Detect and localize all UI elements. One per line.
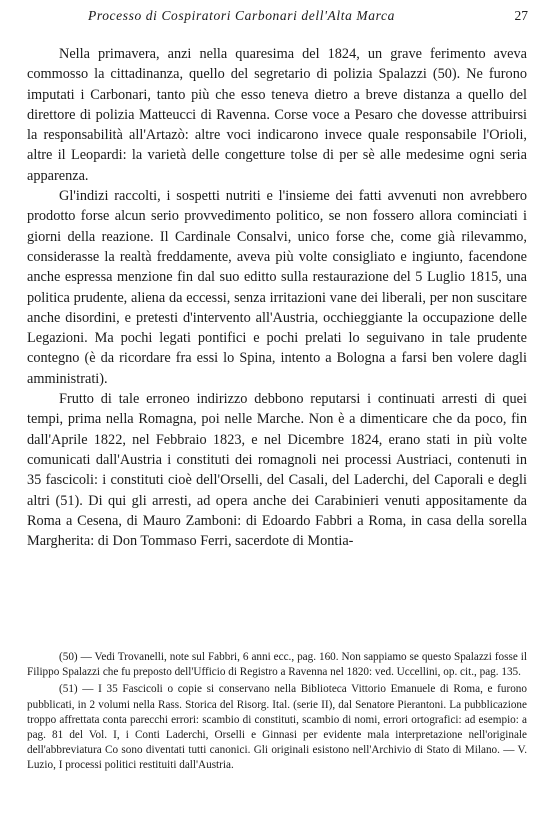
page-header [50,8,528,26]
body-paragraph: Nella primavera, anzi nella quaresima del 1824, un grave ferimento aveva commosso la cittadinanza, quello del segretario di polizia Spalazzi (50). Ne furono imputati i Carbonari, tanto più che esso teneva dietro a breve distanza a quello del direttore di polizia Matteucci di Ravenna. Corse voce a Pesaro che dovesse attribuirsi la responsabilità all'Artazò: altre voci indicarono invece quale responsabile l'Orioli, altre il Leopardi: la varietà delle congetture tolse di per sè alle medesime ogni seria apparenza. [27,46,527,184]
page-number: 27 [514,8,528,23]
body-paragraph: Gl'indizi raccolti, i sospetti nutriti e l'insieme dei fatti avvenuti non avrebbero prodotto forse alcun serio provvedimento politico, se non fossero allora cominciati i giorni della reazione. Il Cardinale Consalvi, unico forse che, come già rilevammo, considerasse la realtà freddamente, aveva più volte consigliato e ingiunto, facendone anche espressa menzione fin dal suo editto sulla restaurazione del 5 Luglio 1815, una politica prudente, aliena da eccessi, senza irritazioni vane dei liberali, per non suscitare anche disordini, e pretesti d'intervento all'Austria, occhieggiante la occupazione delle Legazioni. Ma pochi legati pontifici e pochi prelati lo seguivano in tale prudente contegno (è da ricordare fra essi lo Spina, intento a Bologna a farsi ben volere dagli amministrati). [27,188,527,387]
footnote: (50) — Vedi Trovanelli, note sul Fabbri, 6 anni ecc., pag. 160. Non sappiamo se questo Spalazzi fosse il Filippo Spalazzi che fu preposto dell'Ufficio di Registro a Ravenna nel 1820: ved. Uccellini, op. cit., pag. 135. [27,651,527,679]
main-text [27,44,527,551]
running-title: Processo di Cospiratori Carbonari dell'Alta Marca [88,8,395,23]
footnote: (51) — I 35 Fascicoli o copie si conservano nella Biblioteca Vittorio Emanuele di Roma, e furono pubblicati, in 2 volumi nella Rass. Storica del Risorg. Ital. (serie II), dal Senatore Pierantoni. La pubblicazione troppo affrettata conta parecchi errori: scambio di constituti, scambio di nomi, errori ortografici: ad esempio: a pag. 81 del Vol. I, i Conti Laderchi, Orselli e Ginnasi per evidente mala interpretazione nell'originale dell'abbreviatura Co sono diventati tutti canonici. Gli originali esistono nell'Archivio di Stato di Milano. — V. Luzio, I processi politici restituiti dall'Austria. [27,683,527,772]
body-paragraph: Frutto di tale erroneo indirizzo debbono reputarsi i continuati arresti di quei tempi, prima nella Romagna, poi nelle Marche. Non è a dimenticare che da poco, fin dall'Aprile 1822, nel Febbraio 1823, e nel Dicembre 1824, erano stati in più volte comunicati dall'Austria i constituti dei romagnoli nei processi Austriaci, contenuti in 35 fascicoli: i constituti cioè dell'Orselli, del Casali, del Laderchi, del Caporali e degli altri (51). Di qui gli arresti, ad opera anche dei Carabinieri venuti appositamente da Roma a Cesena, di Mauro Zamboni: di Edoardo Fabbri a Roma, in casa della sorella Margherita: di Don Tommaso Ferri, sacerdote di Montia- [27,391,527,550]
footnotes [27,650,527,774]
